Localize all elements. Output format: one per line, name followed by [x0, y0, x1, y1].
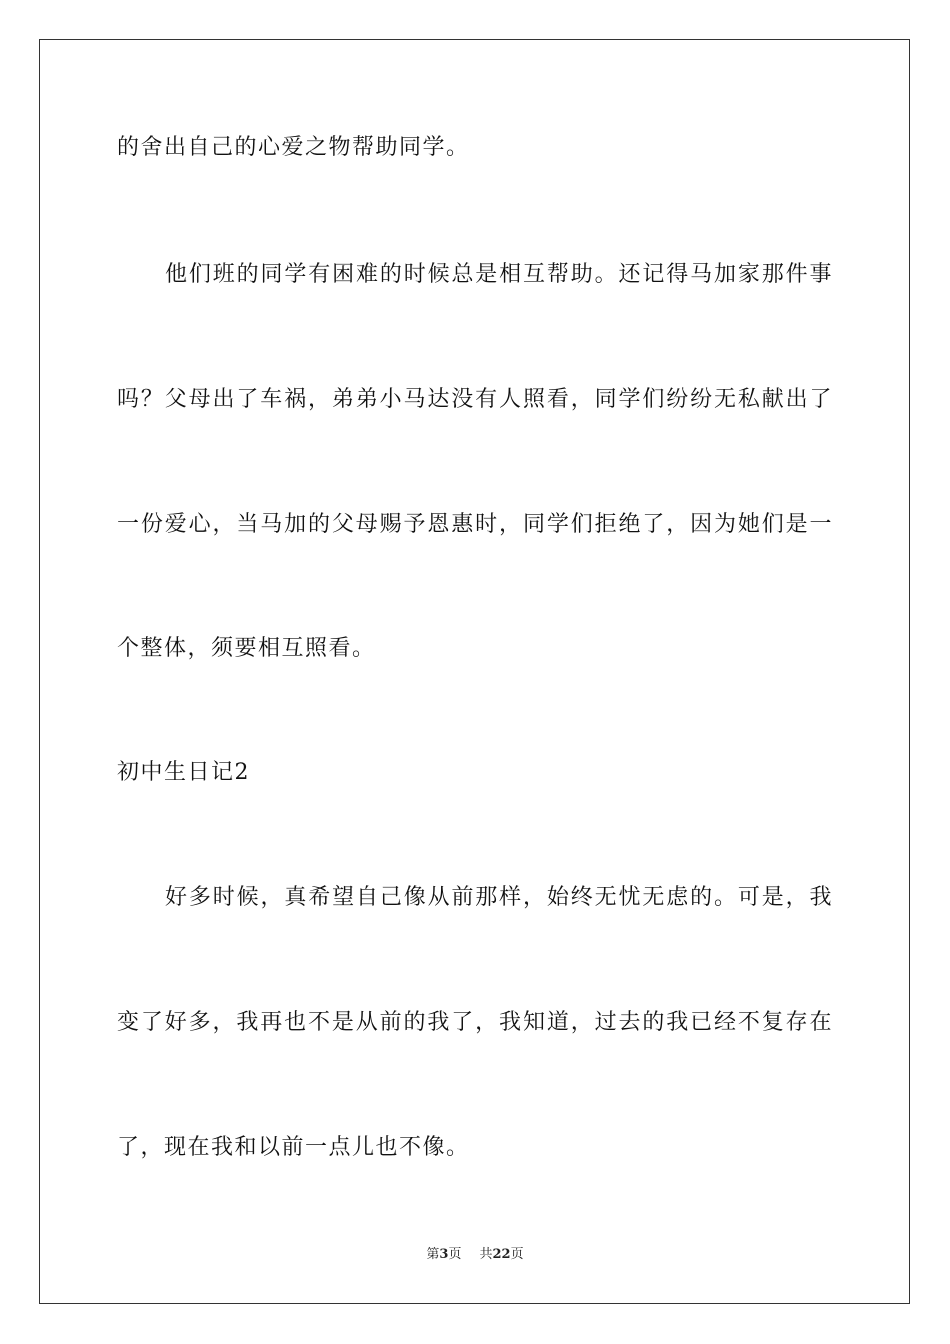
- footer-total-pages: 22: [492, 1247, 511, 1262]
- footer-page-number: 3: [439, 1247, 449, 1262]
- text-line-2: 他们班的同学有困难的时候总是相互帮助。还记得马加家那件事: [165, 262, 833, 287]
- page-border: [39, 39, 910, 1304]
- text-line-3: 吗？父母出了车祸，弟弟小马达没有人照看，同学们纷纷无私献出了: [117, 387, 833, 412]
- text-line-4: 一份爱心，当马加的父母赐予恩惠时，同学们拒绝了，因为她们是一: [117, 512, 833, 537]
- section-heading: 初中生日记2: [117, 760, 250, 785]
- footer-total-prefix: 共: [479, 1247, 493, 1262]
- text-line-7: 变了好多，我再也不是从前的我了，我知道，过去的我已经不复存在: [117, 1010, 833, 1035]
- text-line-8: 了，现在我和以前一点儿也不像。: [117, 1135, 470, 1160]
- text-line-1: 的舍出自己的心爱之物帮助同学。: [117, 135, 470, 160]
- footer-page-prefix: 第: [426, 1247, 440, 1262]
- footer-total-suffix: 页: [510, 1247, 524, 1262]
- page-footer: [0, 1246, 950, 1264]
- text-line-5: 个整体，须要相互照看。: [117, 636, 376, 661]
- footer-page-suffix: 页: [448, 1247, 462, 1262]
- text-line-6: 好多时候，真希望自己像从前那样，始终无忧无虑的。可是，我: [165, 885, 833, 910]
